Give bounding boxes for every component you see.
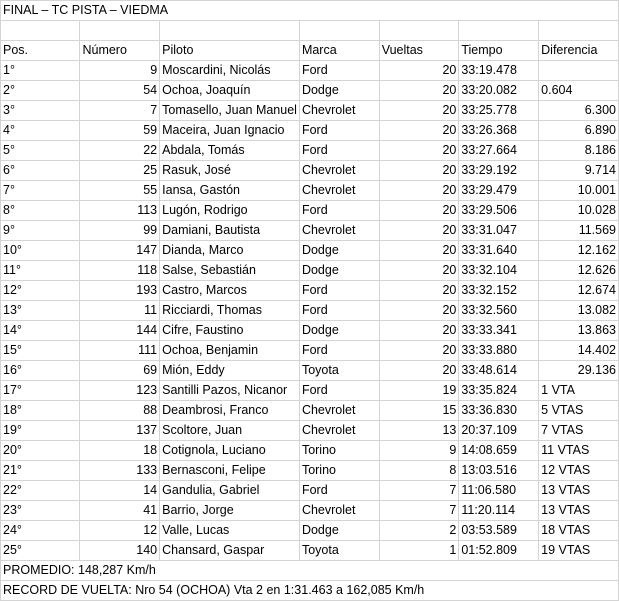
cell-pos: 2°: [1, 81, 80, 101]
cell-vueltas: 20: [379, 281, 459, 301]
cell-diferencia: 10.028: [539, 201, 619, 221]
cell-diferencia: 14.402: [539, 341, 619, 361]
record-line: RECORD DE VUELTA: Nro 54 (OCHOA) Vta 2 en 1:31.463 a 162,085 Km/h: [1, 581, 619, 601]
cell-diferencia: 29.136: [539, 361, 619, 381]
cell-piloto: Salse, Sebastián: [160, 261, 300, 281]
table-row: [1, 241, 619, 261]
cell-vueltas: 20: [379, 141, 459, 161]
cell-tiempo: 33:29.506: [459, 201, 539, 221]
promedio-line: PROMEDIO: 148,287 Km/h: [1, 561, 619, 581]
cell-numero: 140: [80, 541, 160, 561]
cell-piloto: Cotignola, Luciano: [160, 441, 300, 461]
cell-piloto: Ochoa, Joaquín: [160, 81, 300, 101]
cell-tiempo: 11:20.114: [459, 501, 539, 521]
cell-pos: 19°: [1, 421, 80, 441]
cell-numero: 147: [80, 241, 160, 261]
cell-tiempo: 33:36.830: [459, 401, 539, 421]
cell-pos: 10°: [1, 241, 80, 261]
cell-pos: 11°: [1, 261, 80, 281]
cell-piloto: Chansard, Gaspar: [160, 541, 300, 561]
cell-piloto: Deambrosi, Franco: [160, 401, 300, 421]
cell-diferencia: 11.569: [539, 221, 619, 241]
table-row: [1, 341, 619, 361]
table-row: [1, 301, 619, 321]
cell-numero: 111: [80, 341, 160, 361]
cell-vueltas: 15: [379, 401, 459, 421]
header-row: [1, 41, 619, 61]
cell-piloto: Lugón, Rodrigo: [160, 201, 300, 221]
cell-tiempo: 33:35.824: [459, 381, 539, 401]
empty-row: [1, 21, 619, 41]
table-row: [1, 221, 619, 241]
cell-pos: 13°: [1, 301, 80, 321]
table-row: [1, 321, 619, 341]
cell-vueltas: 13: [379, 421, 459, 441]
cell-tiempo: 33:32.560: [459, 301, 539, 321]
cell-piloto: Valle, Lucas: [160, 521, 300, 541]
cell-pos: 24°: [1, 521, 80, 541]
cell-diferencia: 7 VTAS: [539, 421, 619, 441]
cell-piloto: Barrio, Jorge: [160, 501, 300, 521]
cell-pos: 21°: [1, 461, 80, 481]
cell-marca: Chevrolet: [299, 221, 379, 241]
header-vueltas: Vueltas: [379, 41, 459, 61]
cell-piloto: Moscardini, Nicolás: [160, 61, 300, 81]
cell-diferencia: 18 VTAS: [539, 521, 619, 541]
cell-vueltas: 19: [379, 381, 459, 401]
cell-numero: 193: [80, 281, 160, 301]
cell-pos: 3°: [1, 101, 80, 121]
table-row: [1, 521, 619, 541]
cell-marca: Ford: [299, 341, 379, 361]
cell-tiempo: 01:52.809: [459, 541, 539, 561]
cell-pos: 1°: [1, 61, 80, 81]
table-row: [1, 501, 619, 521]
cell-diferencia: 13 VTAS: [539, 481, 619, 501]
sheet-title: FINAL – TC PISTA – VIEDMA: [1, 1, 619, 21]
cell-pos: 25°: [1, 541, 80, 561]
cell-marca: Torino: [299, 441, 379, 461]
cell-vueltas: 20: [379, 121, 459, 141]
cell-diferencia: 6.890: [539, 121, 619, 141]
cell-diferencia: 12 VTAS: [539, 461, 619, 481]
cell-vueltas: 20: [379, 81, 459, 101]
cell-tiempo: 33:31.047: [459, 221, 539, 241]
cell-vueltas: 20: [379, 241, 459, 261]
cell-numero: 113: [80, 201, 160, 221]
cell-numero: 55: [80, 181, 160, 201]
table-row: [1, 101, 619, 121]
cell-tiempo: 33:25.778: [459, 101, 539, 121]
cell-marca: Ford: [299, 381, 379, 401]
cell-piloto: Abdala, Tomás: [160, 141, 300, 161]
table-row: [1, 541, 619, 561]
cell-tiempo: 33:27.664: [459, 141, 539, 161]
cell-marca: Ford: [299, 121, 379, 141]
cell-vueltas: 20: [379, 221, 459, 241]
table-row: [1, 201, 619, 221]
cell-vueltas: 20: [379, 361, 459, 381]
cell-diferencia: 9.714: [539, 161, 619, 181]
cell-marca: Ford: [299, 201, 379, 221]
cell-marca: Ford: [299, 281, 379, 301]
cell-diferencia: 19 VTAS: [539, 541, 619, 561]
header-piloto: Piloto: [160, 41, 300, 61]
cell-tiempo: 20:37.109: [459, 421, 539, 441]
table-row: [1, 61, 619, 81]
table-row: [1, 281, 619, 301]
cell-numero: 7: [80, 101, 160, 121]
cell-vueltas: 8: [379, 461, 459, 481]
cell-pos: 22°: [1, 481, 80, 501]
table-row: [1, 161, 619, 181]
table-row: [1, 141, 619, 161]
cell-diferencia: 8.186: [539, 141, 619, 161]
cell-pos: 6°: [1, 161, 80, 181]
cell-marca: Torino: [299, 461, 379, 481]
table-row: [1, 381, 619, 401]
cell-pos: 18°: [1, 401, 80, 421]
cell-vueltas: 20: [379, 321, 459, 341]
cell-vueltas: 20: [379, 261, 459, 281]
cell-tiempo: 33:29.192: [459, 161, 539, 181]
header-tiempo: Tiempo: [459, 41, 539, 61]
cell-piloto: Ricciardi, Thomas: [160, 301, 300, 321]
table-row: [1, 121, 619, 141]
cell-pos: 7°: [1, 181, 80, 201]
cell-tiempo: 33:19.478: [459, 61, 539, 81]
header-pos: Pos.: [1, 41, 80, 61]
cell-tiempo: 33:26.368: [459, 121, 539, 141]
cell-tiempo: 13:03.516: [459, 461, 539, 481]
cell-piloto: Tomasello, Juan Manuel: [160, 101, 300, 121]
cell-marca: Dodge: [299, 321, 379, 341]
cell-numero: 22: [80, 141, 160, 161]
cell-vueltas: 20: [379, 301, 459, 321]
cell-numero: 123: [80, 381, 160, 401]
cell-vueltas: 9: [379, 441, 459, 461]
table-row: [1, 441, 619, 461]
cell-tiempo: 14:08.659: [459, 441, 539, 461]
table-row: [1, 261, 619, 281]
cell-numero: 11: [80, 301, 160, 321]
cell-diferencia: 13 VTAS: [539, 501, 619, 521]
cell-numero: 54: [80, 81, 160, 101]
cell-marca: Ford: [299, 301, 379, 321]
cell-piloto: Cifre, Faustino: [160, 321, 300, 341]
cell-numero: 9: [80, 61, 160, 81]
table-row: [1, 481, 619, 501]
cell-marca: Dodge: [299, 521, 379, 541]
cell-pos: 12°: [1, 281, 80, 301]
cell-diferencia: 10.001: [539, 181, 619, 201]
table-row: [1, 81, 619, 101]
cell-marca: Dodge: [299, 81, 379, 101]
cell-tiempo: 33:31.640: [459, 241, 539, 261]
cell-marca: Chevrolet: [299, 401, 379, 421]
cell-vueltas: 20: [379, 201, 459, 221]
cell-numero: 118: [80, 261, 160, 281]
cell-diferencia: 13.082: [539, 301, 619, 321]
cell-marca: Chevrolet: [299, 421, 379, 441]
cell-numero: 137: [80, 421, 160, 441]
cell-pos: 23°: [1, 501, 80, 521]
header-numero: Número: [80, 41, 160, 61]
cell-vueltas: 1: [379, 541, 459, 561]
cell-piloto: Castro, Marcos: [160, 281, 300, 301]
cell-numero: 12: [80, 521, 160, 541]
cell-marca: Toyota: [299, 541, 379, 561]
cell-piloto: Gandulia, Gabriel: [160, 481, 300, 501]
cell-marca: Chevrolet: [299, 501, 379, 521]
cell-marca: Chevrolet: [299, 101, 379, 121]
cell-tiempo: 33:20.082: [459, 81, 539, 101]
cell-diferencia: 0.604: [539, 81, 619, 101]
cell-pos: 5°: [1, 141, 80, 161]
cell-piloto: Scoltore, Juan: [160, 421, 300, 441]
cell-tiempo: 33:48.614: [459, 361, 539, 381]
cell-tiempo: 03:53.589: [459, 521, 539, 541]
cell-vueltas: 2: [379, 521, 459, 541]
cell-vueltas: 20: [379, 101, 459, 121]
cell-pos: 15°: [1, 341, 80, 361]
cell-marca: Chevrolet: [299, 161, 379, 181]
table-row: [1, 361, 619, 381]
cell-marca: Ford: [299, 481, 379, 501]
cell-vueltas: 20: [379, 181, 459, 201]
cell-pos: 9°: [1, 221, 80, 241]
cell-piloto: Damiani, Bautista: [160, 221, 300, 241]
cell-marca: Toyota: [299, 361, 379, 381]
cell-piloto: Iansa, Gastón: [160, 181, 300, 201]
cell-diferencia: 12.626: [539, 261, 619, 281]
cell-tiempo: 33:33.341: [459, 321, 539, 341]
cell-tiempo: 33:32.104: [459, 261, 539, 281]
cell-numero: 14: [80, 481, 160, 501]
table-row: [1, 401, 619, 421]
cell-vueltas: 7: [379, 501, 459, 521]
cell-vueltas: 20: [379, 161, 459, 181]
cell-numero: 99: [80, 221, 160, 241]
cell-numero: 88: [80, 401, 160, 421]
cell-marca: Dodge: [299, 261, 379, 281]
header-diferencia: Diferencia: [539, 41, 619, 61]
cell-vueltas: 7: [379, 481, 459, 501]
cell-diferencia: 1 VTA: [539, 381, 619, 401]
cell-marca: Dodge: [299, 241, 379, 261]
cell-piloto: Mión, Eddy: [160, 361, 300, 381]
cell-tiempo: 33:32.152: [459, 281, 539, 301]
cell-diferencia: 11 VTAS: [539, 441, 619, 461]
cell-pos: 17°: [1, 381, 80, 401]
cell-pos: 8°: [1, 201, 80, 221]
cell-piloto: Rasuk, José: [160, 161, 300, 181]
table-row: [1, 461, 619, 481]
cell-numero: 133: [80, 461, 160, 481]
cell-diferencia: 13.863: [539, 321, 619, 341]
cell-numero: 41: [80, 501, 160, 521]
cell-piloto: Ochoa, Benjamin: [160, 341, 300, 361]
cell-diferencia: 12.674: [539, 281, 619, 301]
cell-diferencia: 12.162: [539, 241, 619, 261]
cell-diferencia: [539, 61, 619, 81]
header-marca: Marca: [299, 41, 379, 61]
cell-marca: Chevrolet: [299, 181, 379, 201]
cell-pos: 20°: [1, 441, 80, 461]
cell-vueltas: 20: [379, 341, 459, 361]
cell-piloto: Santilli Pazos, Nicanor: [160, 381, 300, 401]
cell-numero: 69: [80, 361, 160, 381]
cell-piloto: Bernasconi, Felipe: [160, 461, 300, 481]
table-row: [1, 421, 619, 441]
cell-numero: 25: [80, 161, 160, 181]
cell-piloto: Dianda, Marco: [160, 241, 300, 261]
cell-tiempo: 33:33.880: [459, 341, 539, 361]
cell-numero: 59: [80, 121, 160, 141]
cell-numero: 144: [80, 321, 160, 341]
cell-piloto: Maceira, Juan Ignacio: [160, 121, 300, 141]
cell-tiempo: 11:06.580: [459, 481, 539, 501]
table-row: [1, 181, 619, 201]
cell-diferencia: 5 VTAS: [539, 401, 619, 421]
cell-pos: 14°: [1, 321, 80, 341]
cell-pos: 16°: [1, 361, 80, 381]
cell-marca: Ford: [299, 141, 379, 161]
cell-tiempo: 33:29.479: [459, 181, 539, 201]
cell-vueltas: 20: [379, 61, 459, 81]
cell-marca: Ford: [299, 61, 379, 81]
cell-pos: 4°: [1, 121, 80, 141]
cell-diferencia: 6.300: [539, 101, 619, 121]
cell-numero: 18: [80, 441, 160, 461]
